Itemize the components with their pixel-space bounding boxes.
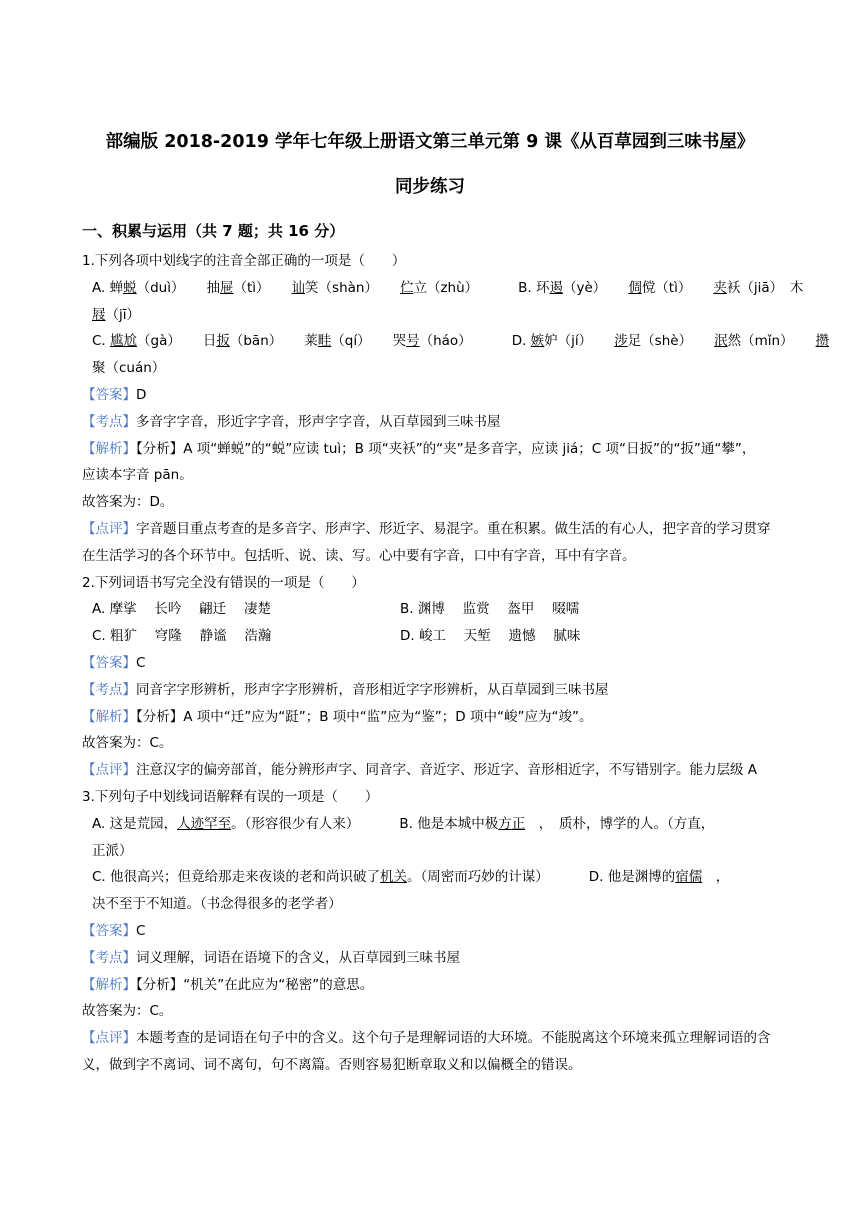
q3-analysis: 【解析】【分析】“机关”在此应为“秘密”的意思。: [82, 976, 374, 993]
q3-comment: 【点评】本题考查的是词语在句子中的含义。这个句子是理解词语的大环境。不能脱离这个环境来孤立理解词语的含义，做到字不离词、词不离句，句不离篇。否则容易犯断章取义和以偏概全的错误。: [82, 1030, 771, 1073]
q2-analysis: 【解析】【分析】A 项中“迁”应为“跹”；B 项中“监”应为“鉴”；D 项中“峻”应为“竣”。: [82, 708, 593, 725]
q3-option-b-cont: 正派）: [92, 842, 133, 859]
q1-point: 【考点】多音字字音，形近字字音，形声字字音，从百草园到三味书屋: [82, 413, 501, 430]
section-heading: 一、积累与运用（共 7 题；共 16 分）: [82, 222, 345, 240]
q2-answer: 【答案】C: [82, 654, 146, 671]
q1-options-cd: C. 尴尬（gà） 日扳（bān） 莱畦（qí） 哭号（háo） D. 嫉妒（jí） 涉足（shè） 泯然（mǐn） 攒: [92, 333, 830, 350]
q3-options-cd: C. 他很高兴；但竟给那走来夜谈的老和尚识破了机关。（周密而巧妙的计谋） D. 他是渊博的宿儒 ，: [92, 869, 730, 886]
q1-stem: 1.下列各项中划线字的注音全部正确的一项是（ ）: [82, 253, 406, 269]
q1-analysis-cont: 应读本字音 pān。: [82, 467, 193, 484]
q3-options-ab: A. 这是荒园，人迹罕至。（形容很少有人来） B. 他是本城中极方正 ， 质朴，博学的人。（方直，: [92, 815, 715, 832]
q2-conclusion: 故答案为：C。: [82, 735, 173, 752]
q1-conclusion: 故答案为：D。: [82, 494, 174, 511]
q1-options-ab: A. 蝉蜕（duì） 抽屉（tì） 讪笑（shàn） 伫立（zhù） B. 环遏（yè） 倜傥（tì） 夹袄（jiā） 木: [92, 279, 804, 296]
document-body: [82, 218, 830, 1079]
document-subtitle: 同步练习: [395, 177, 465, 197]
q3-conclusion: 故答案为：C。: [82, 1003, 173, 1020]
q2-stem: 2.下列词语书写完全没有错误的一项是（ ）: [82, 574, 365, 591]
q2-options-cd: C. 粗犷 穹隆 静谧 浩瀚 D. 峻工 天堑 遗憾 腻味: [92, 628, 581, 645]
q2-comment: 【点评】注意汉字的偏旁部首，能分辨形声字、同音字、音近字、形近字、音形相近字，不写错别字。能力层级 A: [82, 762, 758, 779]
q3-option-d-cont: 决不至于不知道。（书念得很多的老学者）: [92, 896, 342, 913]
q3-answer: 【答案】C: [82, 922, 146, 939]
q2-point: 【考点】同音字字形辨析，形声字字形辨析，音形相近字字形辨析，从百草园到三味书屋: [82, 681, 609, 698]
q1-comment: 【点评】字音题目重点考查的是多音字、形声字、形近字、易混字。重在积累。做生活的有心人，把字音的学习贯穿在生活学习的各个环节中。包括听、说、读、写。心中要有字音，口中有字音，耳中有字音。: [82, 520, 771, 564]
q3-stem: 3.下列句子中划线词语解释有误的一项是（ ）: [82, 788, 379, 805]
q3-point: 【考点】词义理解，词语在语境下的含义，从百草园到三味书屋: [82, 949, 460, 966]
q1-option-b-cont: 屐（jī）: [92, 306, 141, 323]
q1-option-d-cont: 聚（cuán）: [92, 360, 166, 377]
q1-analysis: 【解析】【分析】A 项“蝉蜕”的“蜕”应读 tuì；B 项“夹袄”的“夹”是多音字，应读 jiá；C 项“日扳”的“扳”通“攀”，: [82, 440, 756, 457]
q2-options-ab: A. 摩挲 长吟 翩迁 凄楚 B. 渊博 监赏 盔甲 啜嚅: [92, 601, 580, 618]
document-title: 部编版 2018-2019 学年七年级上册语文第三单元第 9 课《从百草园到三味书屋》: [105, 132, 755, 152]
q1-answer: 【答案】D: [82, 386, 147, 403]
